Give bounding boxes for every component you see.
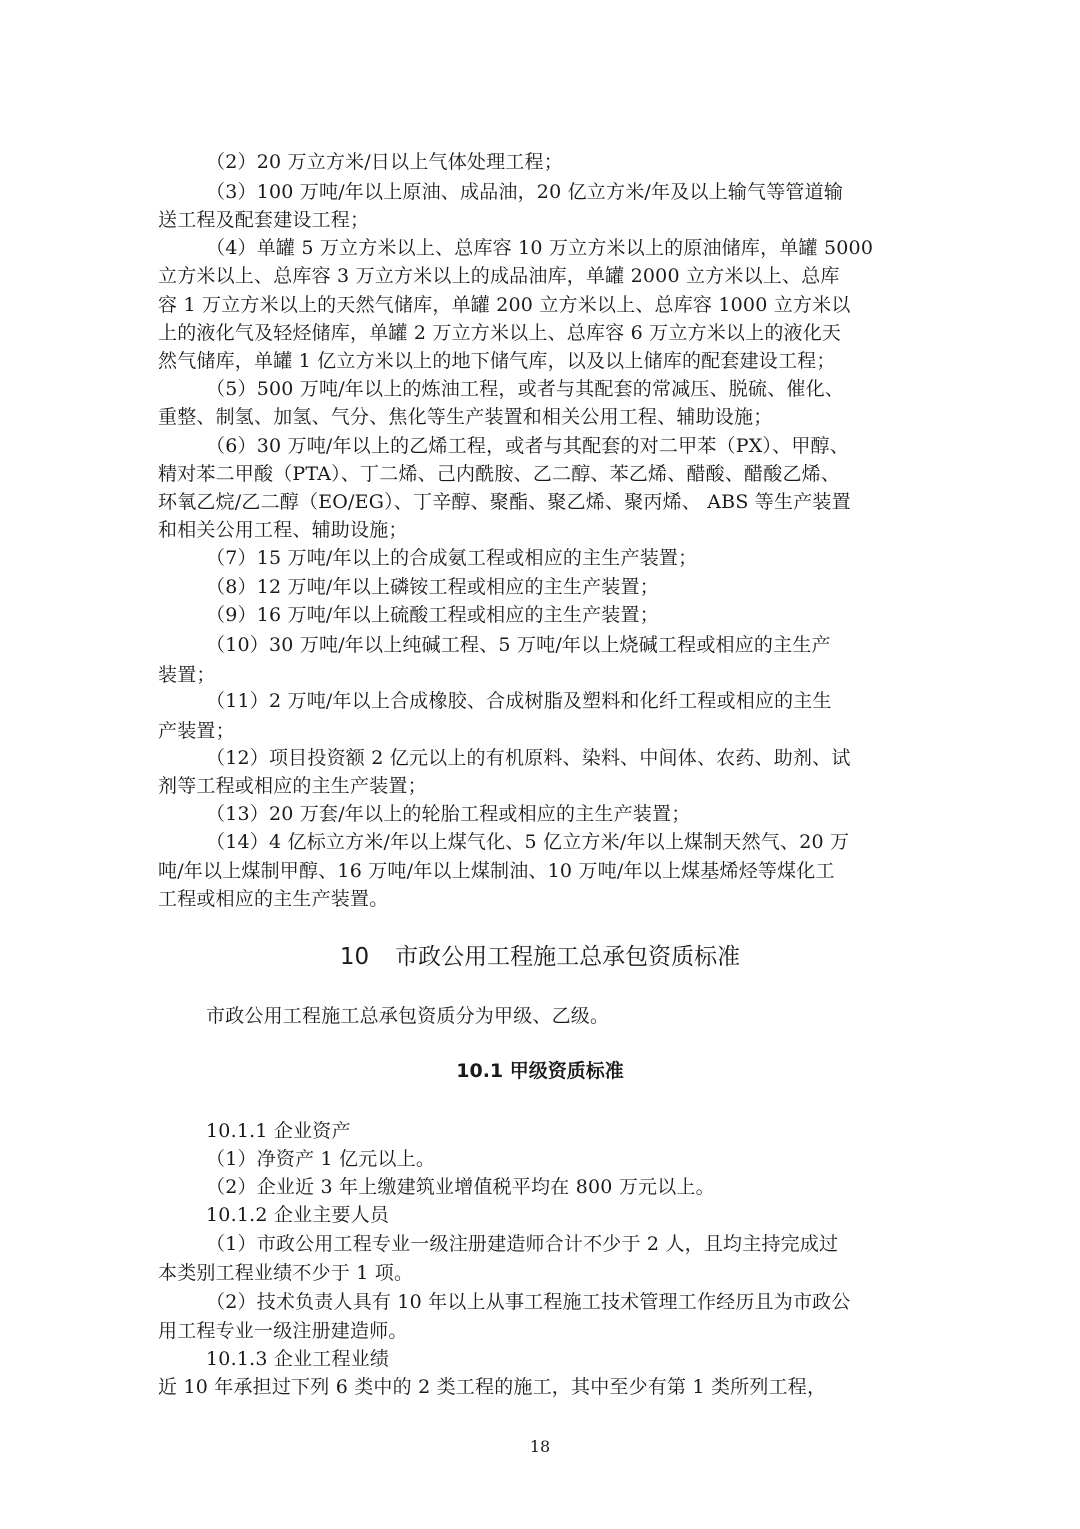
item-3-line-1: （3）100 万吨/年以上原油、成品油，20 亿立方米/年及以上输气等管道输: [206, 181, 844, 203]
clause-10-1-2-title: 10.1.2 企业主要人员: [206, 1204, 390, 1226]
item-5-line-2: 重整、制氢、加氢、气分、焦化等生产装置和相关公用工程、辅助设施；: [158, 406, 773, 428]
item-10-line-1: （10）30 万吨/年以上纯碱工程、5 万吨/年以上烧碱工程或相应的主生产: [206, 634, 831, 656]
item-8: （8）12 万吨/年以上磷铵工程或相应的主生产装置；: [206, 576, 659, 598]
item-5-line-1: （5）500 万吨/年以上的炼油工程，或者与其配套的常减压、脱硫、催化、: [206, 378, 844, 400]
item-6-line-1: （6）30 万吨/年以上的乙烯工程，或者与其配套的对二甲苯（PX）、甲醇、: [206, 435, 849, 457]
clause-10-1-2-item-2-line-1: （2）技术负责人具有 10 年以上从事工程施工技术管理工作经历且为市政公: [206, 1291, 851, 1313]
item-2: （2）20 万立方米/日以上气体处理工程；: [206, 151, 563, 173]
item-11-line-1: （11）2 万吨/年以上合成橡胶、合成树脂及塑料和化纤工程或相应的主生: [206, 690, 832, 712]
clause-10-1-1-title: 10.1.1 企业资产: [206, 1120, 351, 1142]
clause-10-1-2-item-2-line-2: 用工程专业一级注册建造师。: [158, 1320, 408, 1342]
item-6-line-4: 和相关公用工程、辅助设施；: [158, 519, 408, 541]
item-4-line-4: 上的液化气及轻烃储库，单罐 2 万立方米以上、总库容 6 万立方米以上的液化天: [158, 322, 842, 344]
item-4-line-5: 然气储库，单罐 1 亿立方米以上的地下储气库，以及以上储库的配套建设工程；: [158, 350, 836, 372]
item-4-line-3: 容 1 万立方米以上的天然气储库，单罐 200 立方米以上、总库容 1000 立方米以: [158, 294, 851, 316]
section-title: 市政公用工程施工总承包资质标准: [395, 944, 741, 970]
clause-10-1-2-item-1-line-2: 本类别工程业绩不少于 1 项。: [158, 1262, 414, 1284]
clause-10-1-1-item-2: （2）企业近 3 年上缴建筑业增值税平均在 800 万元以上。: [206, 1176, 715, 1198]
item-12-line-2: 剂等工程或相应的主生产装置；: [158, 775, 427, 797]
item-12-line-1: （12）项目投资额 2 亿元以上的有机原料、染料、中间体、农药、助剂、试: [206, 747, 851, 769]
clause-10-1-1-item-1: （1）净资产 1 亿元以上。: [206, 1148, 436, 1170]
item-13: （13）20 万套/年以上的轮胎工程或相应的主生产装置；: [206, 803, 691, 825]
item-11-line-2: 产装置；: [158, 720, 235, 742]
item-14-line-2: 吨/年以上煤制甲醇、16 万吨/年以上煤制油、10 万吨/年以上煤基烯烃等煤化工: [158, 860, 835, 882]
item-14-line-3: 工程或相应的主生产装置。: [158, 888, 389, 910]
item-6-line-3: 环氧乙烷/乙二醇（EO/EG）、丁辛醇、聚酯、聚乙烯、聚丙烯、 ABS 等生产装置: [158, 491, 851, 513]
clause-10-1-3-text: 近 10 年承担过下列 6 类中的 2 类工程的施工，其中至少有第 1 类所列工程，: [158, 1376, 827, 1398]
item-6-line-2: 精对苯二甲酸（PTA）、丁二烯、己内酰胺、乙二醇、苯乙烯、醋酸、醋酸乙烯、: [158, 463, 841, 485]
section-heading: [0, 941, 1080, 973]
item-9: （9）16 万吨/年以上硫酸工程或相应的主生产装置；: [206, 604, 659, 626]
item-14-line-1: （14）4 亿标立方米/年以上煤气化、5 亿立方米/年以上煤制天然气、20 万: [206, 831, 850, 853]
clause-10-1-3-title: 10.1.3 企业工程业绩: [206, 1348, 390, 1370]
page-number: 18: [529, 1437, 551, 1456]
section-number: 10: [339, 944, 370, 970]
clause-10-1-2-item-1-line-1: （1）市政公用工程专业一级注册建造师合计不少于 2 人，且均主持完成过: [206, 1233, 839, 1255]
item-4-line-2: 立方米以上、总库容 3 万立方米以上的成品油库，单罐 2000 立方米以上、总库: [158, 265, 840, 287]
item-4-line-1: （4）单罐 5 万立方米以上、总库容 10 万立方米以上的原油储库，单罐 5000: [206, 237, 874, 259]
item-7: （7）15 万吨/年以上的合成氨工程或相应的主生产装置；: [206, 547, 698, 569]
item-10-line-2: 装置；: [158, 664, 216, 686]
subsection-heading: 10.1 甲级资质标准: [456, 1060, 624, 1082]
item-3-line-2: 送工程及配套建设工程；: [158, 209, 370, 231]
section-intro: 市政公用工程施工总承包资质分为甲级、乙级。: [206, 1005, 610, 1027]
